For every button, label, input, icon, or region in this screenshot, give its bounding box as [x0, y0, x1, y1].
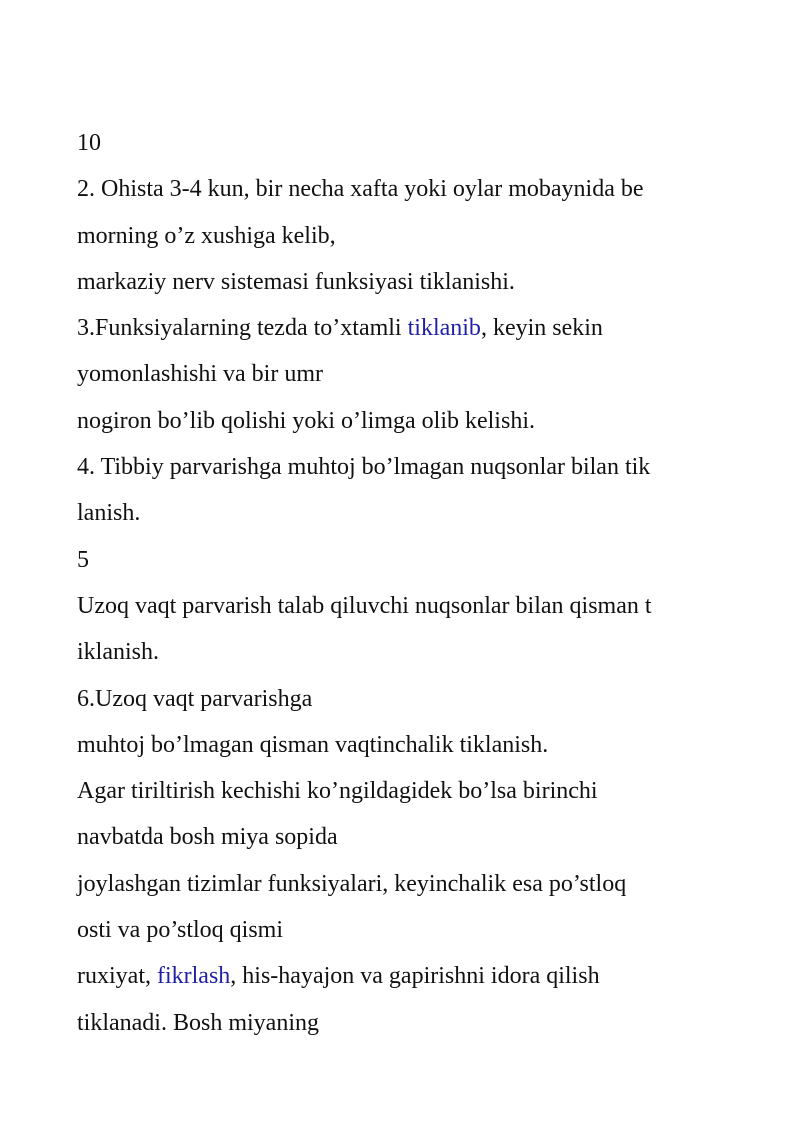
text-line: 2. Ohista 3-4 kun, bir necha xafta yoki oylar mobaynida be [77, 176, 644, 203]
text-line: 4. Tibbiy parvarishga muhtoj bo’lmagan nuqsonlar bilan tik [77, 454, 651, 481]
text-line: 6.Uzoq vaqt parvarishga [77, 685, 313, 712]
page-number-5: 5 [77, 546, 89, 573]
text-line: morning o’z xushiga kelib, [77, 222, 336, 249]
text-line: iklanish. [77, 639, 159, 666]
text-line: Agar tiriltirish kechishi ko’ngildagidek bo’lsa birinchi [77, 778, 598, 805]
text-line: osti va po’stloq qismi [77, 917, 284, 944]
text-line [77, 305, 737, 351]
text-line: Uzoq vaqt parvarish talab qiluvchi nuqsonlar bilan qisman t [77, 592, 652, 619]
text-line: muhtoj bo’lmagan qisman vaqtinchalik tiklanish. [77, 731, 549, 758]
page-number-10: 10 [77, 130, 101, 156]
text-segment: 3.Funksiyalarning tezda to’xtamli [77, 315, 408, 342]
text-line: joylashgan tizimlar funksiyalari, keyinchalik esa po’stloq [77, 870, 627, 897]
text-line [77, 953, 737, 999]
text-line: yomonlashishi va bir umr [77, 361, 323, 388]
text-line: nogiron bo’lib qolishi yoki o’limga olib kelishi. [77, 407, 535, 434]
link-tiklanib[interactable]: tiklanib [407, 315, 481, 342]
text-line: lanish. [77, 500, 141, 527]
text-line: navbatda bosh miya sopida [77, 824, 338, 851]
text-line: tiklanadi. Bosh miyaning [77, 1009, 319, 1036]
text-segment: , his-hayajon va gapirishni idora qilish [230, 963, 600, 990]
link-fikrlash[interactable]: fikrlash [156, 963, 231, 990]
text-segment: ruxiyat, [77, 963, 157, 990]
text-segment: , keyin sekin [480, 315, 603, 342]
document-page [77, 120, 737, 1046]
text-line: markaziy nerv sistemasi funksiyasi tiklanishi. [77, 268, 515, 295]
